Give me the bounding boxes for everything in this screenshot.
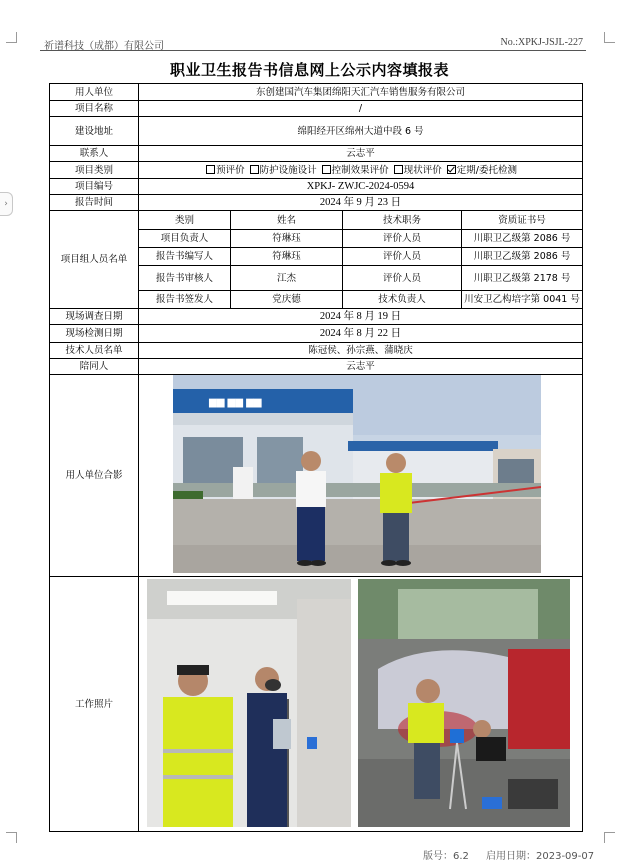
work-photo-cell	[139, 577, 583, 832]
category-option[interactable]: 防护设施设计	[248, 165, 317, 176]
team-name: 党庆德	[231, 291, 343, 309]
page-title: 职业卫生报告书信息网上公示内容填报表	[169, 61, 449, 79]
team-title: 技术负责人	[343, 291, 462, 308]
project-name-value: /	[139, 101, 583, 117]
work-photo-label: 工作照片	[50, 577, 139, 832]
checked-checkbox-icon[interactable]	[447, 165, 456, 174]
team-detail	[343, 291, 583, 309]
table-row	[50, 84, 583, 101]
survey-date-value: 2024 年 8 月 19 日	[139, 309, 583, 325]
category-option[interactable]: 现状评价	[392, 165, 442, 176]
team-title: 评价人员	[343, 266, 462, 290]
group-photo-label: 用人单位合影	[50, 375, 139, 577]
tech-staff-label: 技术人员名单	[50, 343, 139, 359]
document-number: No.:XPKJ-JSJL-227	[500, 37, 583, 48]
team-header: 技术职务	[343, 211, 462, 229]
team-name: 江杰	[231, 266, 343, 291]
checkbox-icon[interactable]	[394, 165, 403, 174]
project-name-label: 项目名称	[50, 101, 139, 117]
table-row	[50, 117, 583, 146]
contact-label: 联系人	[50, 146, 139, 162]
table-row	[50, 309, 583, 325]
page-corner-mark	[604, 32, 615, 43]
table-row	[50, 211, 583, 230]
checkbox-icon[interactable]	[206, 165, 215, 174]
work-photo-workshop-image	[358, 579, 570, 827]
footer-date: 启用日期：2023-09-07	[486, 851, 595, 862]
team-title: 评价人员	[343, 248, 462, 265]
table-row	[50, 162, 583, 179]
team-header: 资质证书号	[498, 214, 546, 226]
team-detail	[343, 230, 583, 248]
tech-staff-value: 陈冠侯、孙宗燕、蒲晓庆	[139, 343, 583, 359]
expand-sidebar-chevron-icon[interactable]: ›	[0, 192, 13, 216]
team-cert: 川职卫乙级第 2086 号	[473, 233, 571, 244]
contact-value: 云志平	[139, 146, 583, 162]
category-option[interactable]: 定期/委托检测	[445, 165, 517, 176]
team-name: 符琳珏	[231, 248, 343, 266]
table-row	[50, 577, 583, 832]
company-header: 祈谱科技（成都）有限公司	[44, 41, 164, 52]
team-name: 符琳珏	[231, 230, 343, 248]
category-option[interactable]: 预评价	[204, 165, 245, 176]
table-row	[50, 195, 583, 211]
table-row	[50, 325, 583, 343]
table-row	[50, 101, 583, 117]
test-date-value: 2024 年 8 月 22 日	[139, 325, 583, 343]
address-value: 绵阳经开区绵州大道中段 6 号	[139, 117, 583, 146]
address-label: 建设地址	[50, 117, 139, 146]
team-header: 姓名	[231, 211, 343, 230]
team-label: 项目组人员名单	[50, 211, 139, 309]
work-photo-spraybooth-image	[147, 579, 351, 827]
table-row	[50, 343, 583, 359]
table-row	[50, 375, 583, 577]
team-header: 类别	[139, 211, 231, 230]
escort-value: 云志平	[139, 359, 583, 375]
header-divider	[40, 50, 586, 51]
table-row	[50, 179, 583, 195]
page-corner-mark	[6, 832, 17, 843]
project-no-value: XPKJ- ZWJC-2024-0594	[139, 179, 583, 195]
footer-version: 版号：6.2	[423, 851, 469, 862]
svg-text:▆▆ ▆▆ ▆▆: ▆▆ ▆▆ ▆▆	[209, 397, 262, 408]
employer-label: 用人单位	[50, 84, 139, 101]
project-no-label: 项目编号	[50, 179, 139, 195]
team-cert: 川安卫乙构培字第 0041 号	[464, 294, 580, 305]
table-row	[50, 146, 583, 162]
team-role: 报告书编写人	[139, 248, 231, 266]
checkbox-icon[interactable]	[322, 165, 331, 174]
group-photo-image	[173, 375, 541, 573]
team-role: 报告书审核人	[139, 266, 231, 291]
survey-date-label: 现场调查日期	[50, 309, 139, 325]
team-header-pair	[343, 211, 583, 230]
page-corner-mark	[604, 832, 615, 843]
group-photo-cell	[139, 375, 583, 577]
team-detail	[343, 266, 583, 291]
test-date-label: 现场检测日期	[50, 325, 139, 343]
employer-value: 东创建国汽车集团绵阳天汇汽车销售服务有限公司	[139, 84, 583, 101]
team-cert: 川职卫乙级第 2178 号	[473, 272, 571, 284]
category-option[interactable]: 控制效果评价	[320, 165, 389, 176]
report-time-value: 2024 年 9 月 23 日	[139, 195, 583, 211]
team-role: 报告书签发人	[139, 291, 231, 309]
team-cert: 川职卫乙级第 2086 号	[473, 251, 571, 262]
escort-label: 陪同人	[50, 359, 139, 375]
checkbox-icon[interactable]	[250, 165, 259, 174]
team-title: 评价人员	[343, 230, 462, 247]
report-time-label: 报告时间	[50, 195, 139, 211]
category-label: 项目类别	[50, 162, 139, 179]
disclosure-form-table	[49, 83, 583, 832]
category-options	[139, 162, 583, 179]
table-row	[50, 359, 583, 375]
page-corner-mark	[6, 32, 17, 43]
team-detail	[343, 248, 583, 266]
team-role: 项目负责人	[139, 230, 231, 248]
